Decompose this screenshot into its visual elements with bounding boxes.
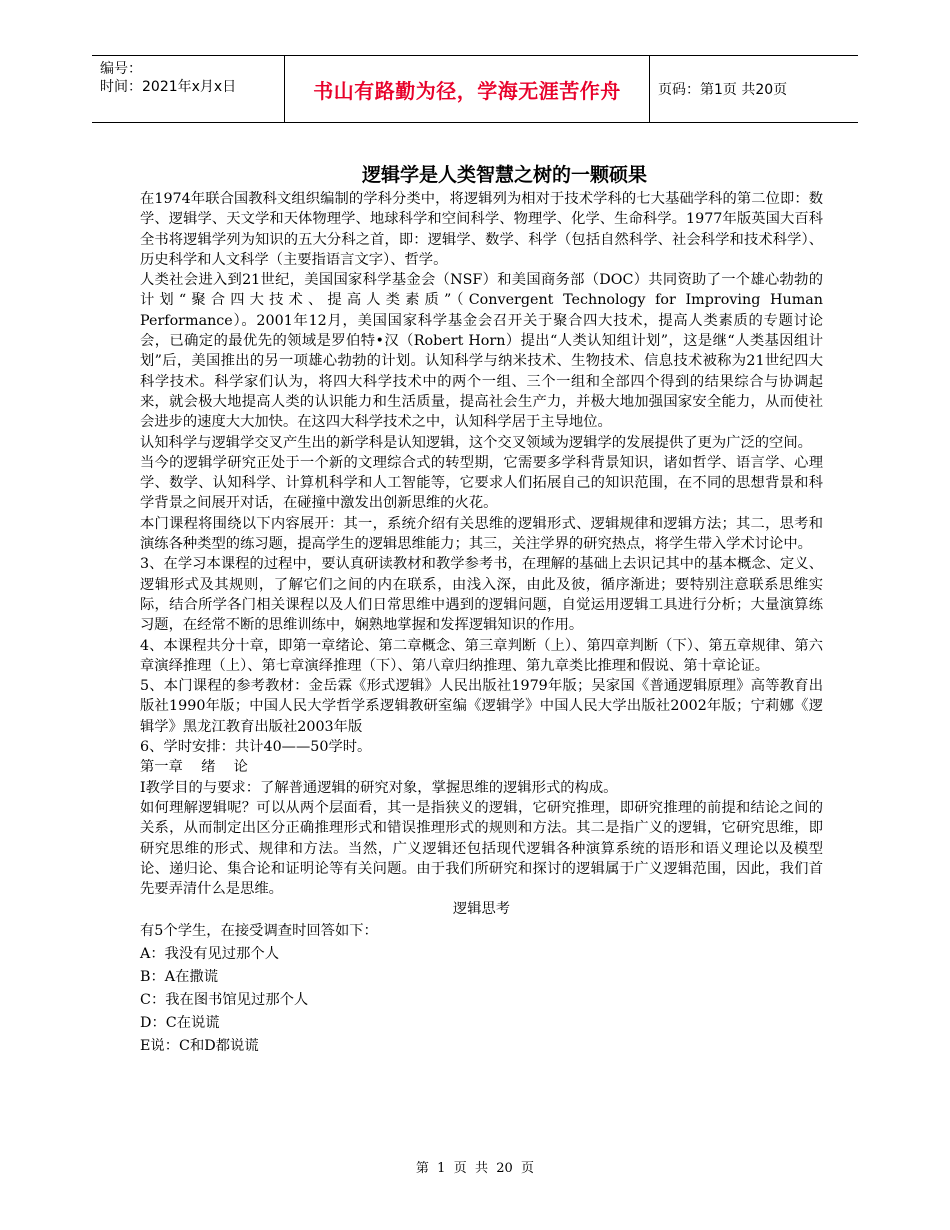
header-motto: 书山有路勤为径，学海无涯苦作舟 <box>285 56 650 122</box>
page-footer: 第 1 页 共 20 页 <box>415 1161 535 1176</box>
puzzle-line: C：我在图书馆见过那个人 <box>140 991 309 1008</box>
document-number-label: 编号： <box>100 61 142 77</box>
puzzle-line: 有5个学生，在接受调查时回答如下： <box>140 922 378 939</box>
chapter-heading: 第一章 绪 论 <box>140 759 248 776</box>
puzzle-line: E说：C和D都说谎 <box>140 1037 259 1054</box>
puzzle-heading: 逻辑思考 <box>452 901 511 918</box>
paragraph: 认知科学与逻辑学交叉产生出的新学科是认知逻辑，这个交叉领域为逻辑学的发展提供了更为广泛的空间。 <box>140 434 812 451</box>
puzzle-line: B：A在撒谎 <box>140 968 219 985</box>
paragraph: 本门课程将围绕以下内容展开：其一，系统介绍有关思维的逻辑形式、逻辑规律和逻辑方法；其二，思考和演练各种类型的练习题，提高学生的逻辑思维能力；其三，关注学界的研究热点，将学生带入学术讨论中。 <box>140 515 823 553</box>
paragraph: 人类社会进入到21世纪，美国国家科学基金会（NSF）和美国商务部（DOC）共同资助了一个雄心勃勃的计划“聚合四大技术、提高人类素质”（Convergent Technology for Improving Human Performance）。2001年12月，美国国家科学基金会召开关于聚合四大技术，提高人类素质的专题讨论会，已确定的最优先的领域是罗伯特•汉（Robert Horn）提出“人类认知组计划”，这是继“人类基因组计划”后，美国推出的另一项雄心勃勃的计划。认知科学与纳米技术、生物技术、信息技术被称为21世纪四大科学技术。科学家们认为，将四大科学技术中的两个一组、三个一组和全部四个得到的结果综合与协调起来，就会极大地提高人类的认识能力和生活质量，提高社会生产力，并极大地加强国家安全能力，从而使社会进步的速度大大加快。在这四大科学技术之中，认知科学居于主导地位。 <box>140 272 823 431</box>
puzzle-line: D：C在说谎 <box>140 1014 220 1031</box>
paragraph: 在1974年联合国教科文组织编制的学科分类中，将逻辑列为相对于技术学科的七大基础学科的第二位即：数学、逻辑学、天文学和天体物理学、地球科学和空间科学、物理学、化学、生命科学。1977年版英国大百科全书将逻辑学列为知识的五大分科之首，即：逻辑学、数学、科学（包括自然科学、社会科学和技术科学）、历史科学和人文科学（主要指语言文字）、哲学。 <box>140 191 823 268</box>
header-meta <box>92 56 285 122</box>
page-header <box>92 55 858 123</box>
paragraph: 6、学时安排：共计40——50学时。 <box>140 739 372 756</box>
document-body <box>140 163 823 1058</box>
puzzle-line: A：我没有见过那个人 <box>140 945 279 962</box>
paragraph: 4、本课程共分十章，即第一章绪论、第二章概念、第三章判断（上）、第四章判断（下）、第五章规律、第六章演绎推理（上）、第七章演绎推理（下）、第八章归纳推理、第九章类比推理和假说、第十章论证。 <box>140 637 823 674</box>
paragraph: 5、本门课程的参考教材：金岳霖《形式逻辑》人民出版社1979年版；吴家国《普通逻辑原理》高等教育出版社1990年版；中国人民大学哲学系逻辑教研室编《逻辑学》中国人民大学出版社2002年版；宁莉娜《逻辑学》黑龙江教育出版社2003年版 <box>140 678 823 735</box>
document-time-label: 时间：2021年x月x日 <box>100 79 237 95</box>
paragraph: 如何理解逻辑呢？可以从两个层面看，其一是指狭义的逻辑，它研究推理，即研究推理的前提和结论之间的关系，从而制定出区分正确推理形式和错误推理形式的规则和方法。其二是指广义的逻辑，它研究思维，即研究思维的形式、规律和方法。当然，广义逻辑还包括现代逻辑各种演算系统的语形和语义理论以及模型论、递归论、集合论和证明论等有关问题。由于我们所研究和探讨的逻辑属于广义逻辑范围，因此，我们首先要弄清什么是思维。 <box>140 799 823 898</box>
paragraph: 3、在学习本课程的过程中，要认真研读教材和教学参考书，在理解的基础上去识记其中的基本概念、定义、逻辑形式及其规则，了解它们之间的内在联系，由浅入深，由此及彼，循序渐进；要特别注意联系思维实际，结合所学各门相关课程以及人们日常思维中遇到的逻辑问题，自觉运用逻辑工具进行分析；大量演算练习题，在经常不断的思维训练中，娴熟地掌握和发挥逻辑知识的作用。 <box>140 556 823 634</box>
paragraph: Ⅰ教学目的与要求：了解普通逻辑的研究对象，掌握思维的逻辑形式的构成。 <box>140 779 618 796</box>
page-title: 逻辑学是人类智慧之树的一颗硕果 <box>361 164 647 186</box>
header-page-label: 页码：第1页 共20页 <box>658 82 788 98</box>
paragraph: 当今的逻辑学研究正处于一个新的文理综合式的转型期，它需要多学科背景知识，诸如哲学、语言学、心理学、数学、认知科学、计算机科学和人工智能等，它要求人们拓展自己的知识范围，在不同的思想背景和科学背景之间展开对话，在碰撞中激发出创新思维的火花。 <box>140 454 823 512</box>
